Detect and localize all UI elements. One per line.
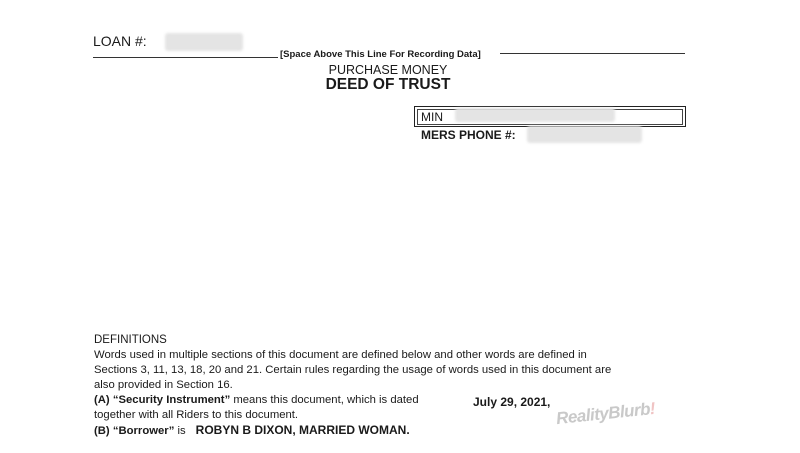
document-title: DEED OF TRUST bbox=[325, 76, 451, 93]
watermark-text: RealityBlurb bbox=[555, 399, 651, 429]
redacted-min bbox=[455, 108, 615, 122]
definition-a-text: means this document, which is dated bbox=[230, 394, 419, 406]
definition-a-prefix: (A) bbox=[94, 394, 113, 406]
mers-phone-label: MERS PHONE #: bbox=[421, 128, 516, 142]
watermark-mark: ! bbox=[648, 398, 656, 419]
definition-b-prefix: (B) bbox=[94, 425, 113, 437]
document-subtitle: PURCHASE MONEY bbox=[328, 63, 448, 77]
definition-a-term: “Security Instrument” bbox=[112, 394, 231, 406]
recording-line-right bbox=[500, 53, 685, 54]
min-label: MIN bbox=[421, 110, 443, 124]
recording-line-left bbox=[93, 57, 278, 58]
redacted-loan-number bbox=[165, 33, 243, 51]
document-date: July 29, 2021, bbox=[473, 395, 551, 409]
loan-label: LOAN #: bbox=[93, 33, 147, 49]
definition-b-text: is bbox=[174, 425, 186, 437]
loan-number bbox=[93, 33, 243, 51]
definition-b-term: “Borrower” bbox=[112, 425, 175, 437]
definitions-line-2: Sections 3, 11, 13, 18, 20 and 21. Certain rules regarding the usage of words used in this document are bbox=[94, 364, 612, 376]
recording-note: [Space Above This Line For Recording Data] bbox=[280, 49, 481, 60]
definitions-heading: DEFINITIONS bbox=[94, 334, 167, 346]
definition-a-line-2: together with all Riders to this document. bbox=[94, 409, 299, 421]
borrower-name: ROBYN B DIXON, MARRIED WOMAN. bbox=[195, 423, 410, 437]
definitions-line-3: also provided in Section 16. bbox=[94, 379, 233, 391]
redacted-mers-phone bbox=[527, 126, 642, 143]
definitions-line-1: Words used in multiple sections of this document are defined below and other words are defined in bbox=[94, 349, 587, 361]
definition-b bbox=[94, 423, 694, 439]
